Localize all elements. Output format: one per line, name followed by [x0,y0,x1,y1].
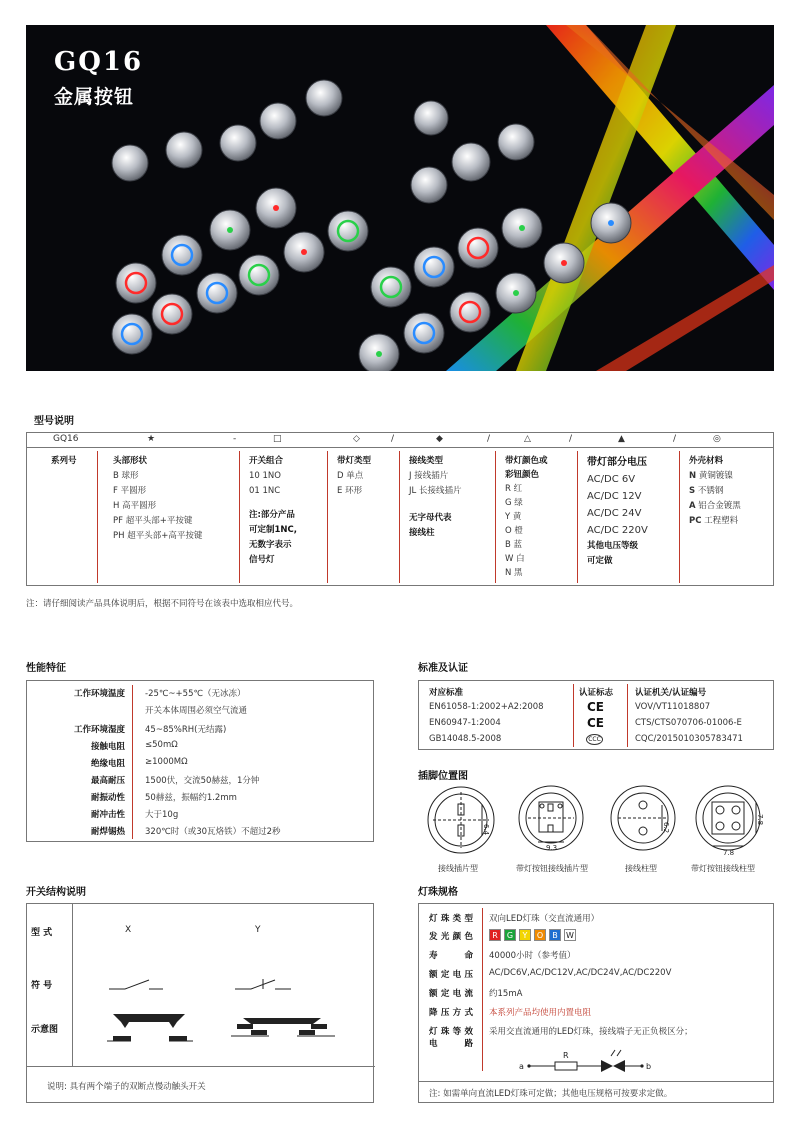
lamp-type-column [337,454,371,499]
lamp-color-item: R 红 [505,484,523,494]
svg-text:b: b [646,1062,652,1071]
switch-combo-note: 可定制1NC, [249,525,297,535]
led-section-title: 灯珠规格 [418,887,458,898]
lamp-color-item: O 橙 [505,526,523,536]
wiring-note: 无字母代表 [409,513,452,523]
model-header-symbol: ◎ [713,434,721,444]
switch-note: 说明: 具有两个端子的双断点慢动触头开关 [47,1082,206,1092]
svg-text:6.2: 6.2 [662,822,670,834]
lamp-color-item: Y 黄 [505,512,522,522]
head-shape-item: F 平圆形 [113,486,147,496]
model-header-symbol: / [569,434,573,444]
lamp-voltage-column [587,454,648,569]
material-column [689,454,741,529]
switch-structure-table [26,903,374,1103]
led-note: 注: 如需单向直流LED灯珠可定做；其他电压规格可按要求定做。 [429,1089,673,1099]
standards-table [418,680,774,750]
ce-mark-icon: CE [587,700,605,714]
standard-code: EN61058-1:2002+A2:2008 [429,702,544,712]
pin-label: 带灯按钮接线插片型 [516,864,588,873]
lamp-voltage-item: AC/DC 24V [587,508,642,519]
switch-combo-column [249,454,297,568]
led-equivalent-circuit [515,1046,665,1074]
standards-header: 认证标志 [579,688,614,698]
model-header-row [27,433,773,448]
color-swatch-w: W [564,929,576,941]
wiring-title: 接线类型 [409,456,444,466]
model-header-symbol: / [391,434,395,444]
material-item: PC 工程塑料 [689,516,739,526]
wiring-column [409,454,461,541]
lamp-voltage-item: AC/DC 12V [587,491,642,502]
model-header-symbol: ◆ [436,434,443,444]
color-swatch-g: G [504,929,516,941]
color-swatch-b: B [549,929,561,941]
material-item: S 不锈钢 [689,486,724,496]
lamp-color-item: B 蓝 [505,540,523,550]
material-title: 外壳材料 [689,456,724,466]
ccc-mark-icon: CCC [586,734,603,745]
head-shape-column [113,454,202,544]
switch-row-label: 型 式 [31,928,53,938]
lamp-voltage-item: AC/DC 220V [587,525,648,536]
model-note: 注：请仔细阅读产品具体说明后，根据不同符号在该表中选取相应代号。 [26,599,299,609]
switch-combo-title: 开关组合 [249,456,284,466]
lamp-voltage-item: AC/DC 6V [587,474,636,485]
switch-row-label: 符 号 [31,981,53,991]
model-header-symbol: ★ [147,434,156,444]
model-header-symbol: - [233,434,237,444]
switch-combo-item: 01 1NC [249,486,281,496]
pin-label: 接线柱型 [625,864,657,873]
led-spec-table: 灯珠类型 双向LED灯珠（交直流通用） 发光颜色 R G Y O B W 寿命 40000小时（参考值） 额定电压 AC/DC6V,AC/DC12V,AC/DC24V,AC/DC220V 额定电流 约15mA 降压方式 本系列产品均使用内置电阻 灯珠等效 采用交直流通用的LED灯珠，接线端子无正负极区分； 电路 a R b 注: 如需单向直流LED灯珠可定做；其他电压规格可按要求定做。 [418,903,774,1103]
model-header-series: GQ16 [53,434,79,444]
svg-text:6.4: 6.4 [482,824,490,836]
model-section-title: 型号说明 [34,416,74,427]
lamp-type-item: D 单点 [337,471,364,481]
lamp-voltage-title: 带灯部分电压 [587,457,647,468]
performance-table: 工作环境温度 -25℃~+55℃（无冰冻） 开关本体周围必须空气流通 工作环境湿度 45~85%RH(无结露) 接触电阻 ≤50mΩ 绝缘电阻 ≥1000MΩ 最高耐压 1500伏，交流50赫兹，1分钟 耐振动性 50赫兹，振幅约1.2mm 耐冲击性 大于10g 耐焊锡热 320℃时（或30瓦烙铁）不超过2秒 [26,680,374,842]
cert-number: VOV/VT11018807 [635,702,711,712]
head-shape-title: 头部形状 [113,456,148,466]
standards-header: 对应标准 [429,688,464,698]
pins-section-title: 插脚位置图 [418,771,468,782]
switch-diagrams [73,964,373,1064]
svg-text:7.8: 7.8 [723,849,735,857]
standards-section-title: 标准及认证 [418,663,468,674]
material-item: N 黄铜镀镍 [689,471,733,481]
svg-text:7.8: 7.8 [756,814,764,826]
head-shape-item: H 高平圆形 [113,501,157,511]
model-header-symbol: / [673,434,677,444]
model-header-symbol: □ [273,434,282,444]
pin-diagrams [418,784,774,860]
switch-combo-note: 无数字表示 [249,540,292,550]
model-header-symbol: ▲ [618,434,625,444]
pin-label: 接线插片型 [438,864,478,873]
lamp-voltage-note: 其他电压等级 [587,541,639,551]
lamp-color-title-2: 彩钮颜色 [505,470,540,480]
lamp-type-item: E 环形 [337,486,363,496]
model-header-symbol: ◇ [353,434,360,444]
svg-text:a: a [519,1062,524,1071]
switch-row-label: 示意图 [31,1025,59,1035]
head-shape-item: B 球形 [113,471,139,481]
switch-type-x: X [125,925,132,935]
model-header-symbol: / [487,434,491,444]
color-swatch-o: O [534,929,546,941]
lamp-type-title: 带灯类型 [337,456,372,466]
hero-title: GQ16 [54,47,144,77]
switch-type-y: Y [255,925,261,935]
switch-section-title: 开关结构说明 [26,887,86,898]
wiring-item: JL 长接线插片 [409,486,462,496]
performance-section-title: 性能特征 [26,663,66,674]
lamp-color-item: W 白 [505,554,525,564]
wiring-item: J 接线插片 [409,471,449,481]
color-swatch-y: Y [519,929,531,941]
head-shape-item: PF 超平头部+平按键 [113,516,193,526]
standard-code: EN60947-1:2004 [429,718,501,728]
switch-combo-note: 信号灯 [249,555,275,565]
series-label: 系列号 [51,456,77,466]
standards-header: 认证机关/认证编号 [635,688,707,698]
switch-combo-note: 注:部分产品 [249,510,295,520]
ce-mark-icon: CE [587,716,605,730]
cert-number: CTS/CTS070706-01006-E [635,718,742,728]
model-header-symbol: △ [524,434,531,444]
lamp-color-title: 带灯颜色或 [505,456,548,466]
cert-number: CQC/2015010305783471 [635,734,743,744]
lamp-voltage-note: 可定做 [587,556,613,566]
head-shape-item: PH 超平头部+高平按键 [113,531,203,541]
lamp-color-item: G 绿 [505,498,523,508]
lamp-color-column [505,454,548,580]
model-table [26,432,774,586]
standard-code: GB14048.5-2008 [429,734,502,744]
color-swatch-r: R [489,929,501,941]
material-item: A 铝合金镀黑 [689,501,741,511]
switch-combo-item: 10 1NO [249,471,281,481]
lamp-color-item: N 黑 [505,568,523,578]
pin-label: 带灯按钮接线柱型 [691,864,755,873]
svg-text:R: R [563,1051,569,1060]
led-color-swatches [489,929,579,941]
wiring-note: 接线柱 [409,528,435,538]
hero-subtitle: 金属按钮 [54,86,135,108]
svg-text:9.3: 9.3 [546,844,558,852]
